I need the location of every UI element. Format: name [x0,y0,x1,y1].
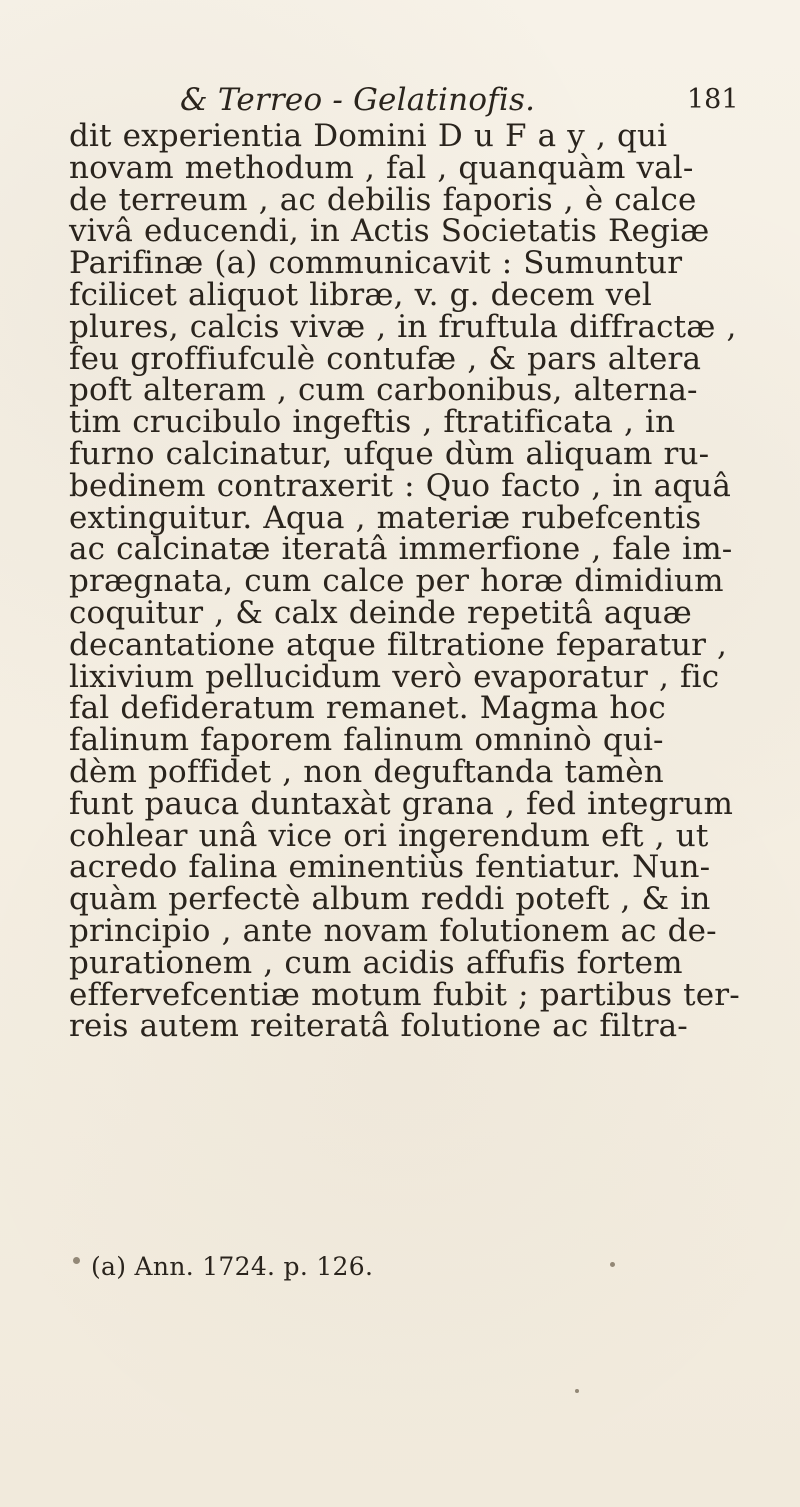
text-line: decantatione atque filtratione feparatur , [69,626,728,663]
text-line: bedinem contraxerit : Quo facto , in aquâ [69,467,731,504]
text-line: de terreum , ac debilis faporis , è calce [69,181,697,218]
text-line: falinum faporem falinum omninò qui- [69,722,664,759]
text-line: ac calcinatæ iteratâ immerfione , fale im- [69,531,733,568]
text-line: plures, calcis vivæ , in fruftula diffractæ , [69,308,737,345]
text-line: vivâ educendi, in Actis Societatis Regiæ [69,213,710,250]
running-title: & Terreo - Gelatinofis. [180,82,536,118]
text-line: tim crucibulo ingeftis , ftratificata , in [69,404,676,441]
ink-speck [73,1257,80,1264]
text-line: cohlear unâ vice ori ingerendum eft , ut [69,817,709,854]
ink-speck [575,1389,579,1393]
footnote: (a) Ann. 1724. p. 126. [91,1252,374,1281]
text-line: funt pauca duntaxàt grana , fed integrum [69,785,734,822]
text-line: lixivium pellucidum verò evaporatur , fic [69,658,720,695]
text-line: purationem , cum acidis affufis fortem [69,944,683,981]
text-line: prægnata, cum calce per horæ dimidium [69,563,724,600]
text-line: dit experientia Domini D u F a y , qui [69,118,668,154]
text-line: fcilicet aliquot libræ, v. g. decem vel [69,276,652,313]
text-line: furno calcinatur, ufque dùm aliquam ru- [69,435,710,472]
page-header [0,82,800,120]
text-line: Parifinæ (a) communicavit : Sumuntur [69,245,683,282]
ink-speck [610,1262,615,1267]
text-line: dèm poffidet , non deguftanda tamèn [69,753,664,790]
text-line: coquitur , & calx deinde repetitâ aquæ [69,594,692,631]
text-line: extinguitur. Aqua , materiæ rubefcentis [69,499,702,536]
text-line: acredo falina eminentiùs fentiatur. Nun- [69,849,711,886]
text-line: reis autem reiteratâ folutione ac filtra- [69,1008,688,1045]
text-line: principio , ante novam folutionem ac de- [69,912,717,949]
text-line: fal defideratum remanet. Magma hoc [69,690,666,727]
text-line: novam methodum , fal , quanquàm val- [69,149,694,186]
main-text-block [69,118,740,1045]
text-line: poft alteram , cum carbonibus, alterna- [69,372,698,409]
page-number: 181 [687,84,739,115]
text-line: effervefcentiæ motum fubit ; partibus ter- [69,976,740,1013]
text-line: feu groffiufculè contufæ , & pars altera [69,340,702,377]
text-line: quàm perfectè album reddi poteft , & in [69,881,711,918]
